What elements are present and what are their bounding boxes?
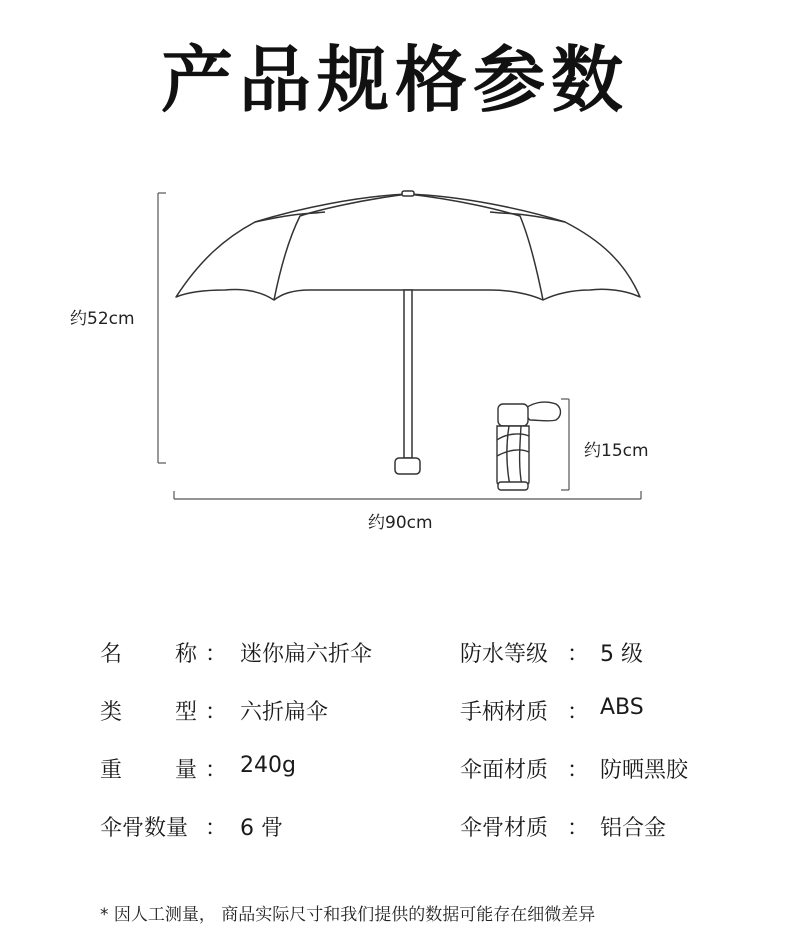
spec-colon: ： [205,758,228,783]
width-dimension-line [174,491,641,499]
spec-row [100,637,740,677]
spec-colon: ： [567,642,590,667]
spec-key-second: 称 [175,642,198,667]
spec-value: 5 级 [600,642,643,667]
umbrella-diagram [0,180,790,540]
spec-colon: ： [205,642,228,667]
spec-value: 迷你扁六折伞 [240,642,373,667]
spec-key-second: 量 [175,758,198,783]
spec-value: ABS [600,695,644,720]
spec-row [100,753,740,793]
spec-value: 铝合金 [600,816,667,841]
umbrella-shaft [395,290,420,474]
spec-colon: ： [205,700,228,725]
height-open-label: 约52cm [70,309,135,329]
folded-umbrella [497,402,561,490]
spec-key-first: 名 [100,642,123,667]
width-open-label: 约90cm [368,513,433,533]
spec-key-first: 类 [100,700,123,725]
spec-colon: ： [567,816,590,841]
umbrella-canopy [176,191,640,300]
spec-colon: ： [567,700,590,725]
spec-value: 防晒黑胶 [600,758,689,783]
spec-value: 6 骨 [240,816,283,841]
spec-key-full: 伞骨数量 [100,816,189,841]
spec-key-first: 重 [100,758,123,783]
spec-key-second: 型 [175,700,198,725]
spec-key: 伞骨材质 [460,816,549,841]
spec-row [100,811,740,851]
height-dimension-line [158,193,166,463]
height-folded-label: 约15cm [584,441,649,461]
spec-key: 手柄材质 [460,700,549,725]
spec-colon: ： [567,758,590,783]
spec-value: 六折扁伞 [240,700,329,725]
spec-value: 240g [240,753,296,778]
spec-row [100,695,740,735]
page-title: 产品规格参数 [160,38,629,122]
spec-colon: ： [205,816,228,841]
spec-key: 防水等级 [460,642,549,667]
spec-key: 伞面材质 [460,758,549,783]
measurement-note: * 因人工测量， 商品实际尺寸和我们提供的数据可能存在细微差异 [100,905,596,925]
folded-height-dimension-line [561,399,569,490]
